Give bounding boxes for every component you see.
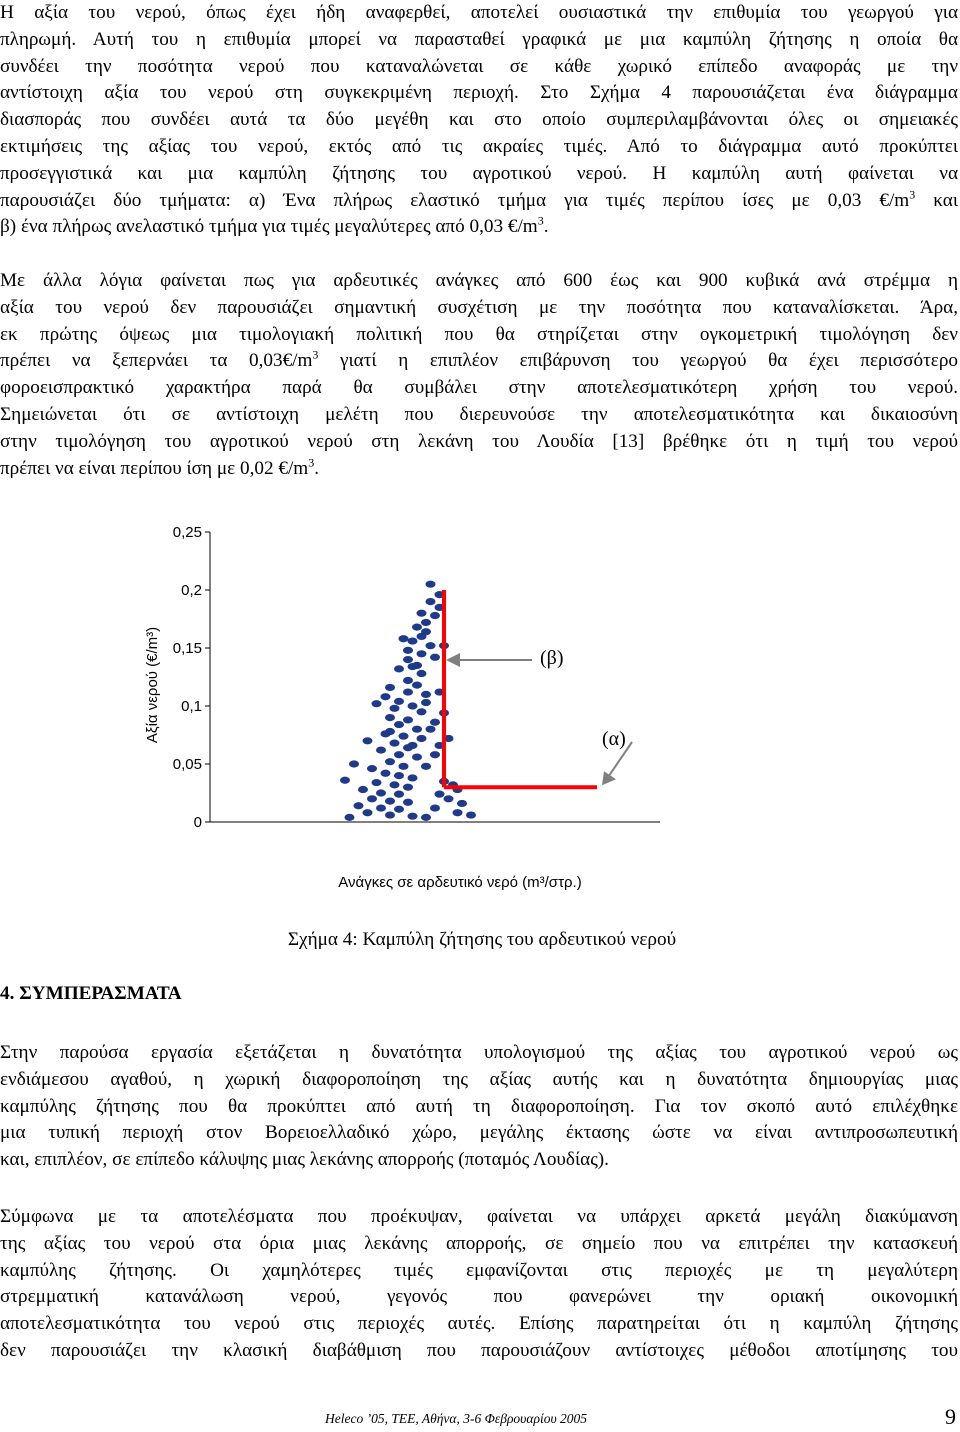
scatter-point (394, 721, 404, 728)
scatter-point (385, 684, 395, 691)
scatter-point (412, 726, 422, 733)
body-paragraph-1 (0, 0, 958, 241)
scatter-point (426, 598, 436, 605)
scatter-point (403, 716, 413, 723)
scatter-point (430, 804, 440, 811)
y-tick-label: 0,05 (172, 756, 202, 773)
scatter-point (358, 786, 368, 793)
scatter-point (417, 735, 427, 742)
scatter-point (394, 751, 404, 758)
text-line: και, επιπλέον, σε επίπεδο κάλυψης μιας λεκάνης απορροής (ποταμός Λουδίας). (0, 1149, 609, 1171)
text-line: Στην παρούσα εργασία εξετάζεται η δυνατότητα υπολογισμού της αξίας του αγροτικού νερού ως (0, 1042, 958, 1063)
superscript: 3 (909, 187, 916, 202)
scatter-point (394, 791, 404, 798)
scatter-point (363, 809, 373, 816)
scatter-point (421, 814, 431, 821)
text-line (0, 456, 958, 483)
section-heading: 4. ΣΥΜΠΕΡΑΣΜΑΤΑ (0, 983, 182, 1004)
page-number: 9 (945, 1404, 956, 1429)
scatter-point (430, 751, 440, 758)
scatter-point (444, 795, 454, 802)
text-fragment: . (543, 216, 549, 238)
text-line: στην τιμολόγηση του αγροτικού νερού στη λεκάνη του Λουδία [13] βρέθηκε ότι η τιμή του νερού (0, 430, 958, 452)
scatter-point (435, 791, 445, 798)
scatter-point (394, 665, 404, 672)
text-fragment: β) ένα πλήρως ανελαστικό τμήμα για τιμές μεγαλύτερες από 0,03 €/m (0, 216, 538, 238)
scatter-point (367, 795, 377, 802)
footer-text: Heleco ’05, ΤΕΕ, Αθήνα, 3-6 Φεβρουαρίου 2005 (325, 1411, 588, 1426)
scatter-point (385, 798, 395, 805)
superscript: 3 (308, 455, 315, 470)
annotation-b: (β) (540, 647, 564, 669)
text-line: εκ πρώτης όψεως μια τιμολογιακή πολιτική που θα στηρίζεται στην ογκομετρική τιμολόγηση δεν (0, 323, 958, 345)
text-line: προσεγγιστικά και μια καμπύλη ζήτησης του αγροτικού νερού. Η καμπύλη αυτή φαίνεται να (0, 162, 958, 184)
scatter-point (417, 610, 427, 617)
scatter-point (417, 650, 427, 657)
scatter-point (403, 688, 413, 695)
scatter-point (376, 789, 386, 796)
text-fragment: παρουσιάζει δύο τμήματα: α) Ένα πλήρως ελαστικό τμήμα για τιμές περίπου ίσες με 0,03 €/m (0, 189, 910, 211)
text-fragment: γιατί η επιπλέον επιβάρυνση του γεωργού θα έχει περισσότερο (340, 350, 959, 372)
y-tick-label: 0,15 (172, 640, 202, 657)
scatter-point (381, 693, 391, 700)
text-line: αξία του νερού δεν παρουσιάζει σημαντική συσχέτιση με την ποσότητα που καταναλίσκεται. Άρα, (0, 296, 958, 318)
scatter-point (466, 811, 476, 818)
scatter-point (408, 774, 418, 781)
scatter-point (399, 733, 409, 740)
text-line: δεν παρουσιάζει την κλασική διαβάθμιση που παρουσιάζουν αντίστοιχες μέθοδοι αποτίμησης του (0, 1339, 958, 1361)
text-line (0, 348, 958, 375)
figure-caption (0, 929, 960, 951)
scatter-point (408, 637, 418, 644)
scatter-points (340, 581, 476, 821)
scatter-point (403, 784, 413, 791)
text-line: ενδιάμεσου αγαθού, η χωρική διαφοροποίηση της αξίας αυτής και η δυνατότητα δημιουργίας μιας (0, 1068, 958, 1090)
body-paragraph-4 (0, 1204, 958, 1365)
text-fragment: και (933, 189, 958, 211)
text-line: εκτιμήσεις της αξίας του νερού, εκτός από τις ακραίες τιμές. Από το διάγραμμα αυτό προκύπτει (0, 135, 958, 157)
scatter-point (385, 758, 395, 765)
scatter-point (381, 770, 391, 777)
scatter-point (421, 628, 431, 635)
text-line: Σημειώνεται ότι σε αντίστοιχη μελέτη που διερευνούσε την αποτελεσματικότητα και δικαιοσύνη (0, 403, 958, 425)
scatter-point (421, 763, 431, 770)
scatter-point (403, 799, 413, 806)
text-line: Η αξία του νερού, όπως έχει ήδη αναφερθεί, αποτελεί ουσιαστικά την επιθυμία του γεωργού για (0, 2, 958, 23)
caption-text: Σχήμα 4: Καμπύλη ζήτησης του αρδευτικού νερού (287, 929, 677, 950)
text-line: διασποράς που συνδέει αυτά τα δύο μεγέθη και στο οποίο συμπεριλαμβάνονται όλες οι σημειακές (0, 109, 958, 131)
scatter-point (390, 740, 400, 747)
scatter-point (430, 654, 440, 661)
scatter-point (385, 714, 395, 721)
scatter-point (417, 670, 427, 677)
superscript: 3 (537, 213, 544, 228)
text-line: αντίστοιχη αξία του νερού στη συγκεκριμένη περιοχή. Στο Σχήμα 4 παρουσιάζεται ένα διάγραμμα (0, 82, 958, 104)
scatter-point (426, 642, 436, 649)
scatter-point (412, 753, 422, 760)
text-line: της αξίας του νερού στα όρια μιας λεκάνης απορροής, σε σημείο που να επιτρέπει την κατασκευή (0, 1232, 958, 1254)
text-line: καμπύλης ζήτησης που θα προκύπτει από αυτή τη διαφοροποίηση. Για τον σκοπό αυτό επιλέχθηκε (0, 1095, 958, 1117)
scatter-point (421, 619, 431, 626)
y-axis-label: Αξία νερού (€/m³) (144, 626, 161, 744)
scatter-point (390, 705, 400, 712)
scatter-point (412, 624, 422, 631)
scatter-point (426, 726, 436, 733)
text-line: φοροεισπρακτικό χαρακτήρα παρά θα συμβάλει στην αποτελεσματικότερη χρήση του νερού. (0, 377, 958, 399)
scatter-point (457, 800, 467, 807)
scatter-point (408, 702, 418, 709)
scatter-point (403, 656, 413, 663)
demand-curve-scatter-chart (140, 510, 700, 920)
scatter-point (408, 813, 418, 820)
x-axis-label: Ανάγκες σε αρδευτικό νερό (m³/στρ.) (338, 874, 582, 891)
scatter-point (385, 811, 395, 818)
scatter-point (372, 700, 382, 707)
y-tick-label: 0,1 (181, 698, 202, 715)
text-line: στρεμματική κατανάλωση νερού, γεγονός που φανερώνει την οριακή οικονομική (0, 1286, 958, 1308)
text-line: Σύμφωνα με τα αποτελέσματα που προέκυψαν, φαίνεται να υπάρχει αρκετά μεγάλη διακύμανση (0, 1206, 958, 1227)
text-line: συνδέει την ποσότητα νερού που καταναλώνεται σε κάθε χωρικό επίπεδο αναφοράς με την (0, 55, 958, 77)
body-paragraph-3 (0, 1040, 958, 1174)
scatter-point (417, 708, 427, 715)
scatter-point (426, 581, 436, 588)
y-axis-ticks (173, 524, 210, 831)
scatter-point (354, 802, 364, 809)
text-line: μια τυπική περιοχή στον Βορειοελλαδικό χώρο, μεγάλης έκτασης ώστε να είναι αντιπροσωπευτική (0, 1122, 958, 1144)
scatter-point (430, 612, 440, 619)
scatter-point (394, 698, 404, 705)
scatter-point (376, 804, 386, 811)
scatter-point (363, 737, 373, 744)
scatter-point (403, 647, 413, 654)
text-fragment: πρέπει να ξεπερνάει τα 0,03€/m (0, 350, 313, 372)
text-line: καμπύλης ζήτησης. Οι χαμηλότερες τιμές εμφανίζονται στις περιοχές με τη μεγαλύτερη (0, 1259, 958, 1281)
scatter-point (408, 742, 418, 749)
text-fragment: πρέπει να είναι περίπου ίση με 0,02 €/m (0, 457, 309, 479)
scatter-point (340, 777, 350, 784)
scatter-point (394, 772, 404, 779)
scatter-point (372, 779, 382, 786)
scatter-point (349, 760, 359, 767)
scatter-point (345, 814, 355, 821)
text-line (0, 214, 958, 241)
scatter-point (453, 809, 463, 816)
text-line: Με άλλα λόγια φαίνεται πως για αρδευτικές ανάγκες από 600 έως και 900 κυβικά ανά στρέμμα η (0, 270, 958, 291)
text-line (0, 188, 958, 215)
scatter-point (403, 677, 413, 684)
scatter-point (399, 763, 409, 770)
scatter-point (399, 635, 409, 642)
body-paragraph-2 (0, 268, 958, 482)
scatter-point (412, 662, 422, 669)
scatter-point (381, 730, 391, 737)
annotation-a: (α) (602, 728, 626, 750)
scatter-point (412, 682, 422, 689)
scatter-point (421, 699, 431, 706)
scatter-point (376, 746, 386, 753)
scatter-point (390, 781, 400, 788)
scatter-point (421, 691, 431, 698)
scatter-point (430, 719, 440, 726)
arrow-b-head (446, 653, 460, 667)
text-line: αποτελεσματικότητα του νερού στις περιοχές αυτές. Επίσης παρατηρείται ότι η καμπύλη ζήτησης (0, 1313, 958, 1335)
y-tick-label: 0 (193, 814, 202, 831)
text-fragment: . (314, 457, 320, 479)
scatter-point (367, 765, 377, 772)
y-tick-label: 0,25 (172, 524, 202, 541)
arrow-a-head (602, 771, 616, 785)
y-tick-label: 0,2 (181, 582, 202, 599)
scatter-point (394, 806, 404, 813)
superscript: 3 (312, 348, 319, 362)
text-line: πληρωμή. Αυτή του η επιθυμία μπορεί να παρασταθεί γραφικά με μια καμπύλη ζήτησης η οποία θα (0, 28, 958, 50)
